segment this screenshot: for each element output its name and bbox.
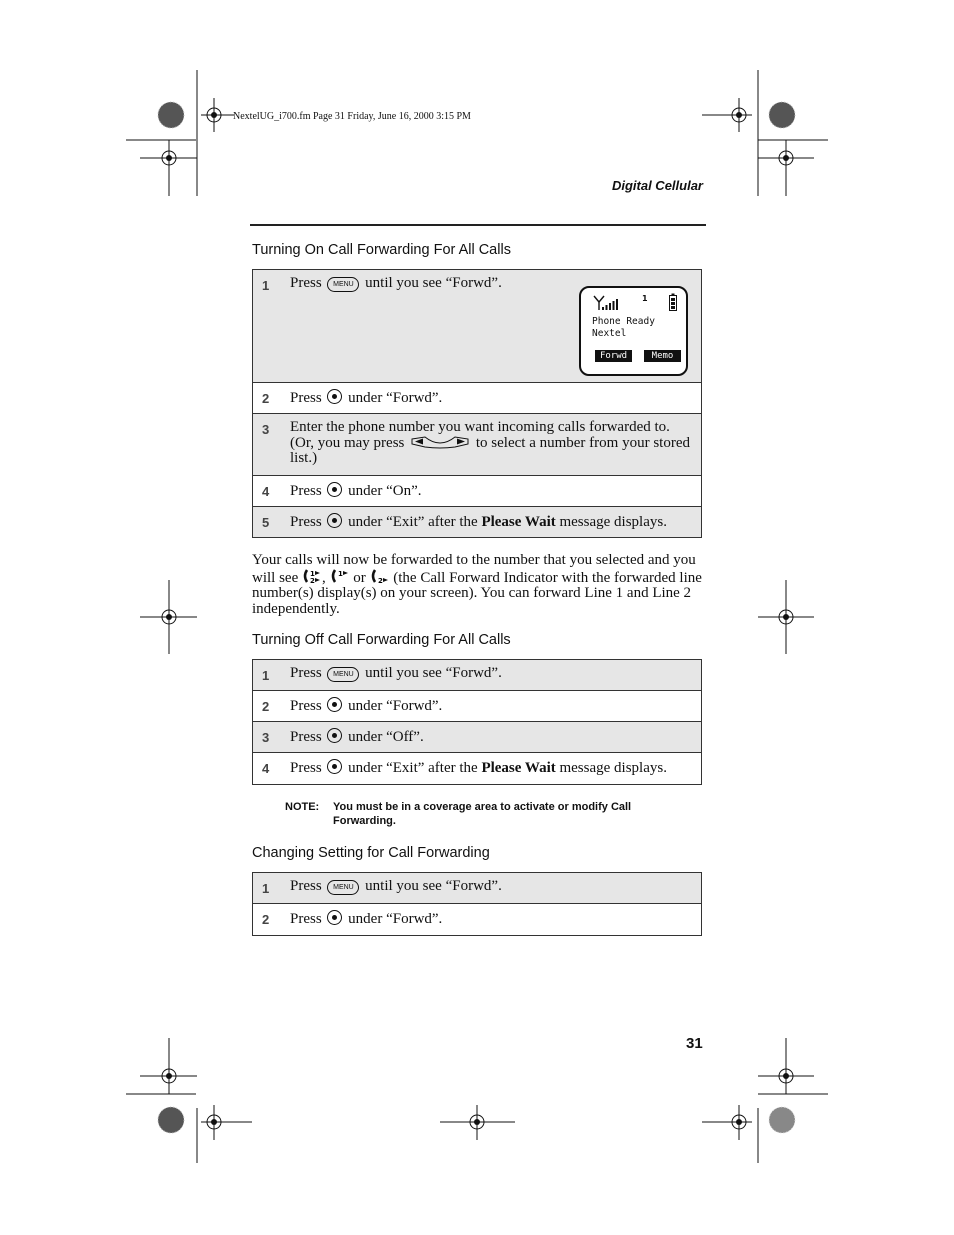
running-header: Digital Cellular xyxy=(611,178,703,193)
page-number: 31 xyxy=(686,1035,703,1052)
step-text: Press under “Exit” after the Please Wait message displays. xyxy=(290,514,667,530)
step-number: 2 xyxy=(262,699,270,714)
step-number: 1 xyxy=(262,668,270,683)
step-number: 2 xyxy=(262,912,270,927)
menu-key-icon: MENU xyxy=(327,277,359,292)
please-wait-text: Please Wait xyxy=(481,514,556,530)
step-number: 4 xyxy=(262,484,270,499)
step-row xyxy=(253,904,702,936)
steps-table-turning-on xyxy=(252,269,702,538)
line-2-forward-icon xyxy=(370,569,390,584)
line-1-forward-icon xyxy=(330,569,350,584)
section-title-turning-off: Turning Off Call Forwarding For All Calls xyxy=(252,632,511,648)
step-row xyxy=(253,270,702,383)
svg-text:2: 2 xyxy=(377,576,383,584)
soft-key-icon xyxy=(327,513,342,528)
header-rule xyxy=(250,224,706,226)
menu-key-icon: MENU xyxy=(327,880,359,895)
step-row xyxy=(253,476,702,507)
display-line-1: Phone Ready xyxy=(592,316,655,327)
soft-key-icon xyxy=(327,697,342,712)
svg-text:1: 1 xyxy=(337,569,343,578)
svg-text:2: 2 xyxy=(310,576,315,584)
soft-key-icon xyxy=(327,389,342,404)
step-text: Press under “Forwd”. xyxy=(290,911,443,927)
step-row xyxy=(253,691,702,722)
step-number: 1 xyxy=(262,278,270,293)
note-label: NOTE: xyxy=(285,801,320,813)
svg-text:1: 1 xyxy=(310,569,315,578)
step-number: 5 xyxy=(262,515,270,530)
step-row xyxy=(253,660,702,691)
left-softkey-label: Forwd xyxy=(595,350,632,362)
note-line-2: Forwarding. xyxy=(333,815,396,827)
section-title-turning-on: Turning On Call Forwarding For All Calls xyxy=(252,242,511,258)
step-row xyxy=(253,414,702,476)
step-text: Press under “Forwd”. xyxy=(290,698,443,714)
battery-icon xyxy=(669,293,677,311)
signal-strength-icon xyxy=(593,295,619,311)
step-row xyxy=(253,722,702,753)
step-text: Press under “Forwd”. xyxy=(290,390,443,406)
step-row xyxy=(253,873,702,904)
line-1-and-2-forward-icon xyxy=(302,569,322,584)
soft-key-icon xyxy=(327,910,342,925)
soft-key-icon xyxy=(327,728,342,743)
step-text: Enter the phone number you want incoming calls forwarded to. (Or, you may press to select a number from your stored list.) xyxy=(290,419,690,466)
display-line-2: Nextel xyxy=(592,328,627,339)
step-row xyxy=(253,383,702,414)
step-text: Press under “Exit” after the Please Wait message displays. xyxy=(290,760,667,776)
right-softkey-label: Memo xyxy=(644,350,681,362)
step-number: 1 xyxy=(262,881,270,896)
step-row xyxy=(253,753,702,785)
step-number: 3 xyxy=(262,422,270,437)
step-text: Press MENU until you see “Forwd”. xyxy=(290,878,502,894)
step-text: Press under “On”. xyxy=(290,483,422,499)
soft-key-icon xyxy=(327,482,342,497)
section-title-changing-setting: Changing Setting for Call Forwarding xyxy=(252,845,490,861)
steps-table-turning-off xyxy=(252,659,702,785)
step-text: Press under “Off”. xyxy=(290,729,424,745)
phone-display xyxy=(579,286,688,376)
step-text: Press MENU until you see “Forwd”. xyxy=(290,275,502,291)
step-number: 3 xyxy=(262,730,270,745)
note-line-1: You must be in a coverage area to activate or modify Call xyxy=(333,801,632,813)
steps-table-changing-setting xyxy=(252,872,702,936)
printer-slug: NextelUG_i700.fm Page 31 Friday, June 16, 2000 3:15 PM xyxy=(233,111,471,122)
call-forward-paragraph: Your calls will now be forwarded to the number that you selected and you will see 1 2 , 1 or 2 (the Call Forward Indicator with the forwarded line number(s) display(s) on your screen). You can forward Line 1 and Line 2 independently. xyxy=(252,552,702,617)
line-indicator: 1 xyxy=(642,294,648,303)
navigation-key-icon xyxy=(411,436,469,450)
step-number: 2 xyxy=(262,391,270,406)
step-row xyxy=(253,507,702,538)
step-number: 4 xyxy=(262,761,270,776)
soft-key-icon xyxy=(327,759,342,774)
please-wait-text: Please Wait xyxy=(481,760,556,776)
menu-key-icon: MENU xyxy=(327,667,359,682)
step-text: Press MENU until you see “Forwd”. xyxy=(290,665,502,681)
